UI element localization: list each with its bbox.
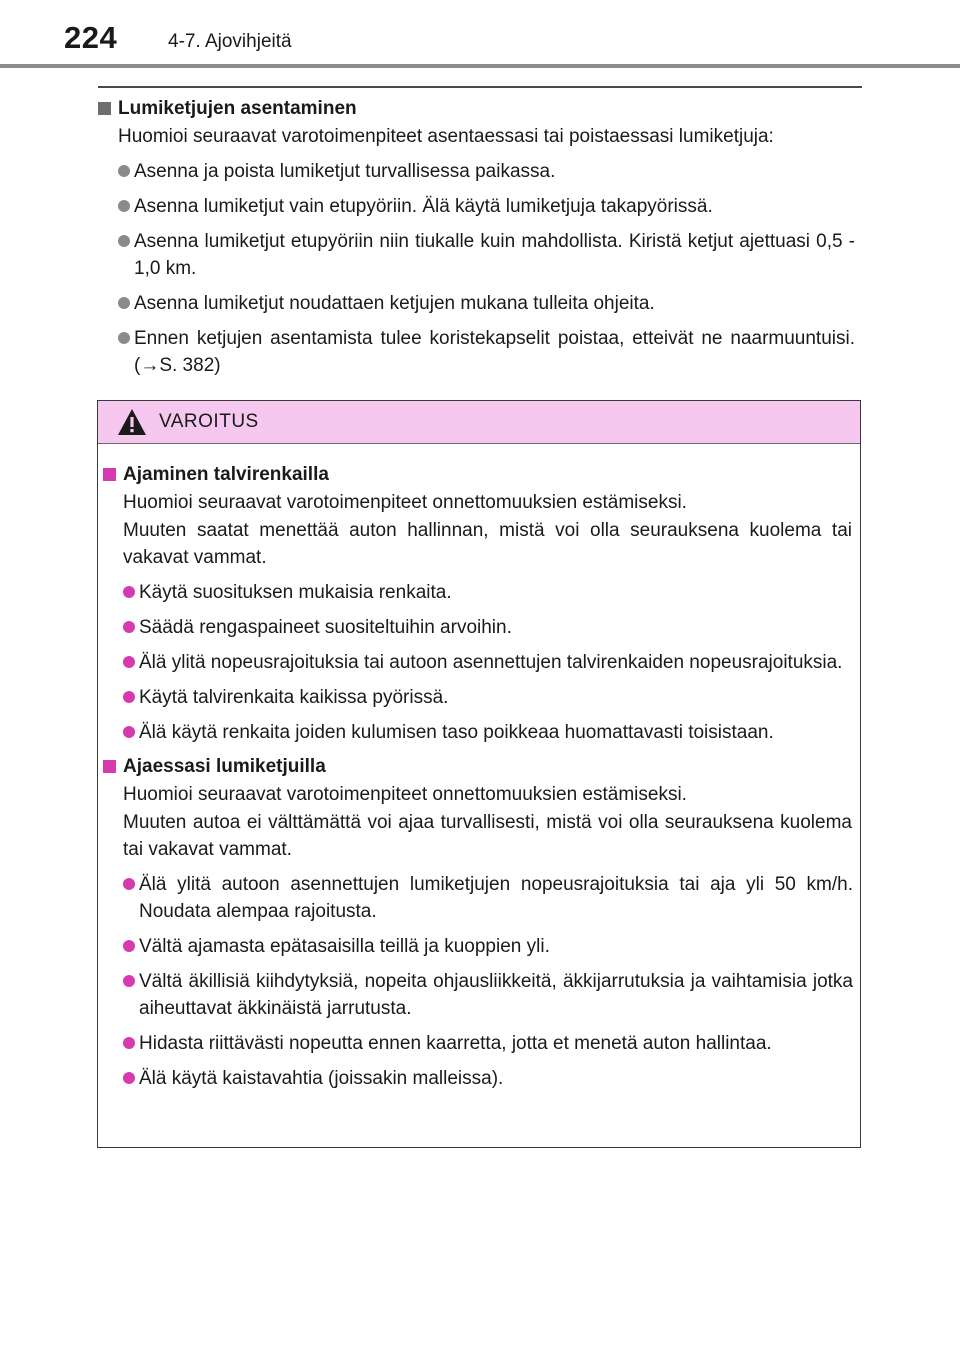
- warning-box: [97, 400, 861, 1148]
- list-item: [102, 579, 860, 606]
- list-item-text: Vältä ajamasta epätasaisilla teillä ja kuoppien yli.: [139, 936, 550, 957]
- list-item-text: Asenna ja poista lumiketjut turvallisessa paikassa.: [134, 161, 556, 182]
- warning-triangle-icon: [117, 408, 147, 436]
- warning-intro: Huomioi seuraavat varotoimenpiteet onnettomuuksien estämiseksi.: [123, 784, 687, 805]
- square-bullet-icon: [103, 468, 116, 481]
- list-item: [102, 871, 860, 925]
- warning-subheading: [102, 460, 860, 488]
- page-number: 224: [64, 20, 118, 55]
- bullet-icon: [123, 726, 135, 738]
- warning-label: VAROITUS: [159, 411, 259, 432]
- list-item-text: Älä käytä kaistavahtia (joissakin malleissa).: [139, 1068, 504, 1089]
- warning-list: [102, 579, 860, 746]
- list-item: [102, 719, 860, 746]
- list-item-text: Älä ylitä autoon asennettujen lumiketjujen nopeusrajoituksia tai aja yli 50 km/h. Noudata alempaa rajoitusta.: [139, 874, 853, 922]
- list-item-text: Asenna lumiketjut vain etupyöriin. Älä käytä lumiketjuja takapyörissä.: [134, 196, 713, 217]
- list-item-text: Ennen ketjujen asentamista tulee koristekapselit poistaa, etteivät ne naarmuuntuisi. (→S. 382): [134, 328, 855, 376]
- section-list: [97, 158, 863, 379]
- bullet-icon: [118, 165, 130, 177]
- bullet-icon: [123, 691, 135, 703]
- bullet-icon: [123, 621, 135, 633]
- list-item: [102, 933, 860, 960]
- list-item: [102, 1030, 860, 1057]
- list-item: [97, 325, 863, 379]
- list-item: [102, 684, 860, 711]
- bullet-icon: [123, 940, 135, 952]
- warning-subtitle: Ajaminen talvirenkailla: [123, 463, 329, 485]
- header-divider: [0, 64, 960, 68]
- bullet-icon: [123, 1072, 135, 1084]
- chapter-title: 4-7. Ajovihjeitä: [168, 31, 292, 52]
- bullet-icon: [123, 1037, 135, 1049]
- bullet-icon: [118, 235, 130, 247]
- warning-intro: Huomioi seuraavat varotoimenpiteet onnettomuuksien estämiseksi.: [123, 492, 687, 513]
- bullet-icon: [123, 586, 135, 598]
- bullet-icon: [118, 332, 130, 344]
- bullet-icon: [123, 878, 135, 890]
- square-bullet-icon: [98, 102, 111, 115]
- list-item-text: Asenna lumiketjut etupyöriin niin tiukalle kuin mahdollista. Kiristä ketjut ajettuasi 0,5 - 1,0 km.: [134, 231, 855, 279]
- section-divider: [98, 86, 862, 88]
- list-item-text: Käytä talvirenkaita kaikissa pyörissä.: [139, 687, 449, 708]
- list-item-text: Säädä rengaspaineet suositeltuihin arvoihin.: [139, 617, 512, 638]
- bullet-icon: [123, 656, 135, 668]
- list-item: [97, 290, 863, 317]
- list-item-text: Asenna lumiketjut noudattaen ketjujen mukana tulleita ohjeita.: [134, 293, 655, 314]
- bullet-icon: [118, 200, 130, 212]
- section-heading: [97, 94, 863, 122]
- warning-body: [98, 444, 860, 1092]
- warning-subtitle: Ajaessasi lumiketjuilla: [123, 755, 326, 777]
- list-item: [102, 649, 860, 676]
- section-intro: Huomioi seuraavat varotoimenpiteet asentaessasi tai poistaessasi lumiketjuja:: [118, 126, 774, 147]
- page-header: [0, 0, 960, 70]
- bullet-icon: [123, 975, 135, 987]
- warning-list: [102, 871, 860, 1092]
- section-title: Lumiketjujen asentaminen: [118, 97, 357, 119]
- list-item: [97, 193, 863, 220]
- list-item: [102, 968, 860, 1022]
- list-item-text: Vältä äkillisiä kiihdytyksiä, nopeita ohjausliikkeitä, äkkijarrutuksia ja vaihtamisia jotka aiheuttavat äkkinäistä jarrutusta.: [139, 971, 853, 1019]
- list-item: [102, 1065, 860, 1092]
- bullet-icon: [118, 297, 130, 309]
- list-item-text: Hidasta riittävästi nopeutta ennen kaarretta, jotta et menetä auton hallintaa.: [139, 1033, 772, 1054]
- list-item-text: Älä käytä renkaita joiden kulumisen taso poikkeaa huomattavasti toisistaan.: [139, 722, 774, 743]
- warning-header: [98, 401, 860, 444]
- list-item-text: Älä ylitä nopeusrajoituksia tai autoon asennettujen talvirenkaiden nopeusrajoituksia.: [139, 652, 843, 673]
- warning-intro-consequence: Muuten autoa ei välttämättä voi ajaa turvallisesti, mistä voi olla seurauksena kuolema tai vakavat vammat.: [123, 812, 852, 860]
- list-item-text: Käytä suosituksen mukaisia renkaita.: [139, 582, 452, 603]
- list-item: [97, 158, 863, 185]
- snow-chain-section: [97, 94, 863, 379]
- warning-subheading: [102, 752, 860, 780]
- warning-intro-consequence: Muuten saatat menettää auton hallinnan, mistä voi olla seurauksena kuolema tai vakavat vammat.: [123, 520, 852, 568]
- list-item: [97, 228, 863, 282]
- square-bullet-icon: [103, 760, 116, 773]
- list-item: [102, 614, 860, 641]
